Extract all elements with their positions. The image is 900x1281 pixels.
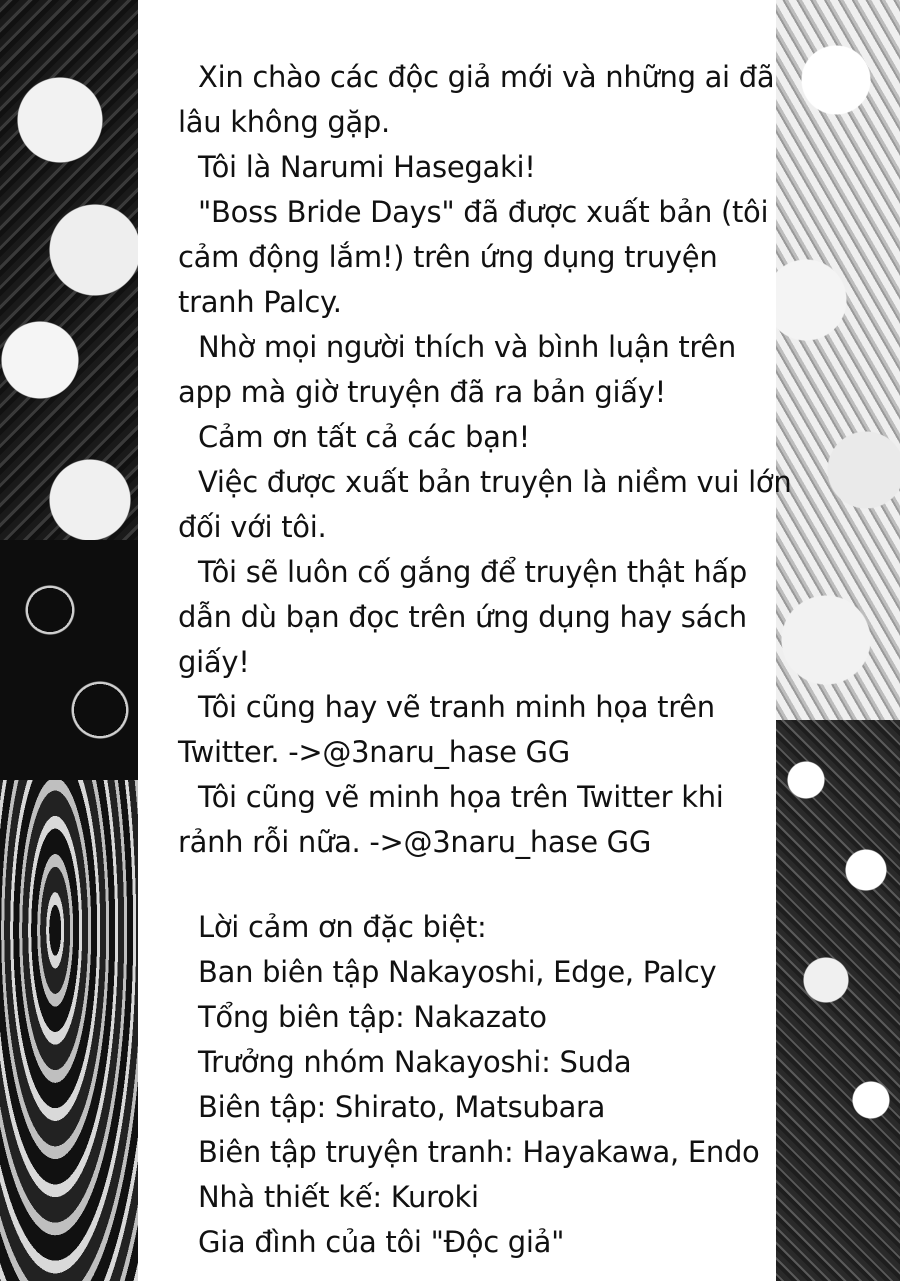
right-floral-border bbox=[776, 0, 900, 1281]
message-line: Twitter. ->@3naru_hase GG bbox=[178, 735, 570, 769]
message-line: giấy! bbox=[178, 645, 250, 679]
credits-line: Biên tập: Shirato, Matsubara bbox=[198, 1090, 606, 1124]
message-line: Tôi cũng hay vẽ tranh minh họa trên bbox=[198, 690, 715, 724]
message-line: rảnh rỗi nữa. ->@3naru_hase GG bbox=[178, 825, 652, 859]
message-line: app mà giờ truyện đã ra bản giấy! bbox=[178, 375, 666, 409]
message-line: dẫn dù bạn đọc trên ứng dụng hay sách bbox=[178, 600, 747, 634]
message-line: Cảm ơn tất cả các bạn! bbox=[198, 420, 530, 454]
left-wave-pattern bbox=[0, 780, 138, 1281]
message-line: đối với tôi. bbox=[178, 510, 327, 544]
credits-line: Nhà thiết kế: Kuroki bbox=[198, 1180, 479, 1214]
left-floral-border bbox=[0, 0, 138, 1281]
message-line: Việc được xuất bản truyện là niềm vui lớn bbox=[198, 465, 792, 499]
message-line: cảm động lắm!) trên ứng dụng truyện bbox=[178, 240, 718, 274]
message-line: Xin chào các độc giả mới và những ai đã bbox=[198, 60, 775, 94]
credits-line: Ban biên tập Nakayoshi, Edge, Palcy bbox=[198, 955, 717, 989]
credits-line: Gia đình của tôi "Độc giả" bbox=[198, 1225, 565, 1259]
message-line: tranh Palcy. bbox=[178, 285, 342, 319]
message-line: Tôi sẽ luôn cố gắng để truyện thật hấp bbox=[198, 555, 747, 589]
message-line: Tôi cũng vẽ minh họa trên Twitter khi bbox=[198, 780, 724, 814]
message-line: Tôi là Narumi Hasegaki! bbox=[198, 150, 536, 184]
credits-line: Biên tập truyện tranh: Hayakawa, Endo bbox=[198, 1135, 760, 1169]
left-flower-outline-pattern bbox=[0, 540, 138, 780]
credits-line: Trưởng nhóm Nakayoshi: Suda bbox=[198, 1045, 632, 1079]
credits-line: Tổng biên tập: Nakazato bbox=[198, 1000, 547, 1034]
credits-heading: Lời cảm ơn đặc biệt: bbox=[198, 910, 487, 944]
message-line: "Boss Bride Days" đã được xuất bản (tôi bbox=[198, 195, 769, 229]
right-dark-floral-pattern bbox=[776, 720, 900, 1281]
message-line: Nhờ mọi người thích và bình luận trên bbox=[198, 330, 737, 364]
message-line: lâu không gặp. bbox=[178, 105, 390, 139]
